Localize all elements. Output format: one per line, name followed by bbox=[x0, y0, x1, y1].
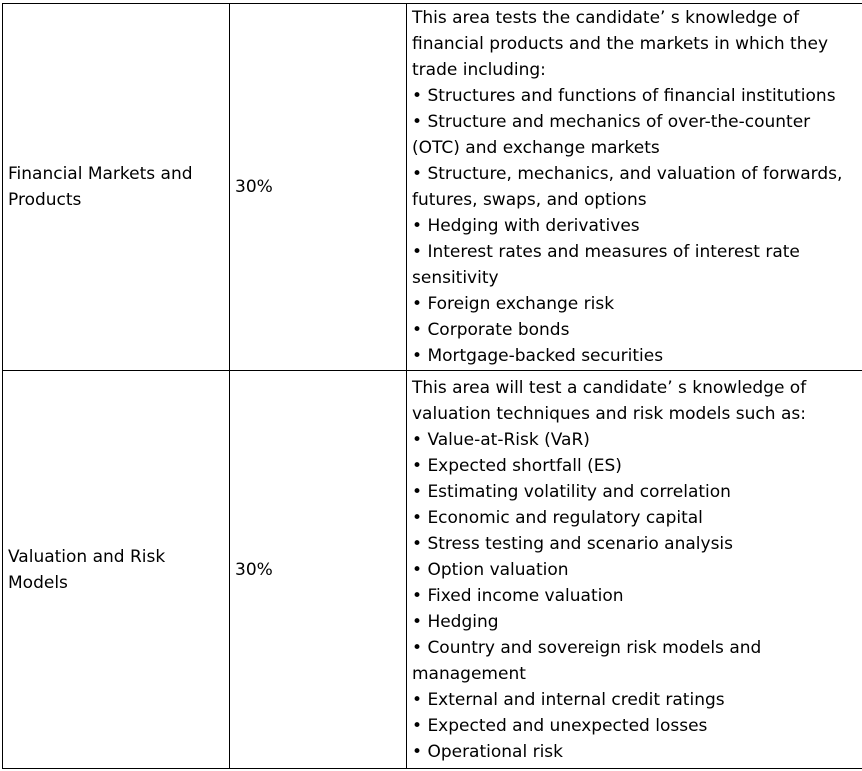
description-cell bbox=[407, 371, 862, 769]
list-item: • Economic and regulatory capital bbox=[412, 507, 703, 528]
list-item: • External and internal credit ratings bbox=[412, 689, 725, 710]
table-row bbox=[3, 4, 862, 371]
list-item: • Value-at-Risk (VaR) bbox=[412, 429, 590, 450]
list-item: • Hedging with derivatives bbox=[412, 216, 640, 236]
area-weight: 30% bbox=[235, 559, 273, 580]
list-item: • Operational risk bbox=[412, 741, 563, 762]
table-row bbox=[3, 371, 862, 769]
list-item: • Structure and mechanics of over-the-counter (OTC) and exchange markets bbox=[412, 112, 816, 158]
area-cell bbox=[3, 4, 230, 371]
list-item: • Structures and functions of financial institutions bbox=[412, 86, 836, 106]
area-cell bbox=[3, 371, 230, 769]
list-item: • Structure, mechanics, and valuation of forwards, futures, swaps, and options bbox=[412, 164, 848, 210]
list-item: • Option valuation bbox=[412, 559, 569, 580]
list-item: • Hedging bbox=[412, 611, 499, 632]
description-cell bbox=[407, 4, 862, 371]
list-item: • Expected and unexpected losses bbox=[412, 715, 708, 736]
list-item: • Country and sovereign risk models and management bbox=[412, 637, 767, 684]
list-item: • Stress testing and scenario analysis bbox=[412, 533, 734, 554]
list-item: • Expected shortfall (ES) bbox=[412, 455, 622, 476]
area-name: Valuation and Risk Models bbox=[8, 546, 166, 593]
list-item: • Fixed income valuation bbox=[412, 585, 624, 606]
list-item: • Corporate bonds bbox=[412, 320, 570, 340]
list-item: • Mortgage-backed securities bbox=[412, 346, 664, 366]
description-intro: This area will test a candidate’ s knowledge of valuation techniques and risk models such as: bbox=[412, 377, 812, 424]
weight-cell bbox=[230, 4, 407, 371]
area-weight: 30% bbox=[235, 177, 273, 197]
description-intro: This area tests the candidate’ s knowledge of financial products and the markets in which they trade including: bbox=[412, 8, 834, 80]
list-item: • Foreign exchange risk bbox=[412, 294, 615, 314]
list-item: • Estimating volatility and correlation bbox=[412, 481, 731, 502]
area-name: Financial Markets and Products bbox=[8, 164, 193, 210]
weight-cell bbox=[230, 371, 407, 769]
exam-topics-table bbox=[2, 3, 862, 769]
list-item: • Interest rates and measures of interest rate sensitivity bbox=[412, 242, 806, 288]
